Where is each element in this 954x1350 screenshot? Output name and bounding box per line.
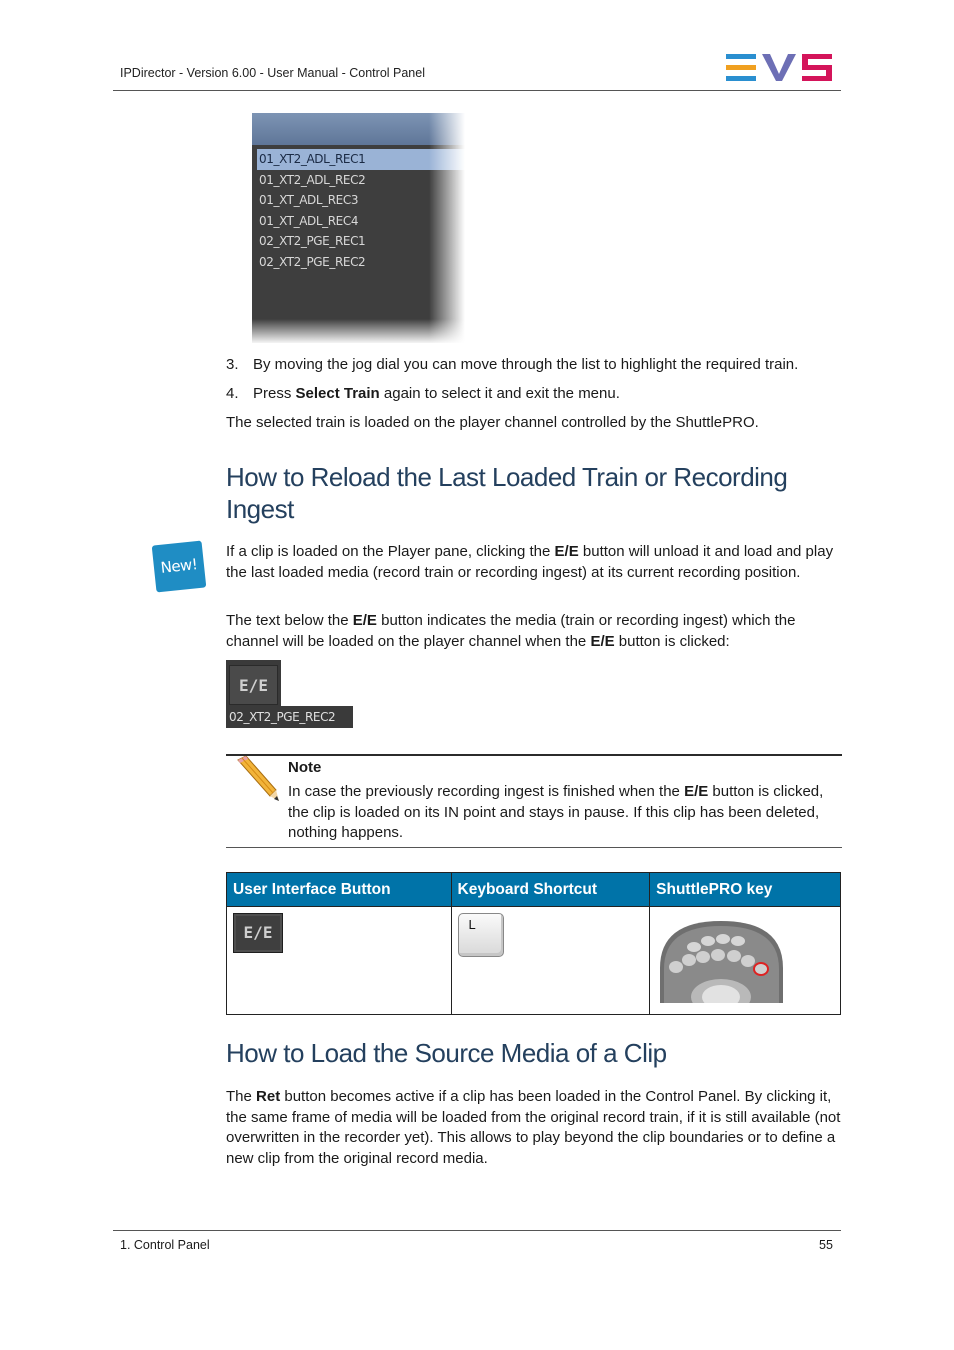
- train-list-item[interactable]: 01_XT2_ADL_REC1: [257, 149, 465, 170]
- ee-button-image: E/E: [233, 913, 283, 953]
- table-header: ShuttlePRO key: [650, 873, 841, 907]
- paragraph: If a clip is loaded on the Player pane, clicking the E/E button will unload it and load and play the last loaded media (record train or recording ingest) at its current recording position.: [226, 543, 834, 581]
- keyboard-key-icon: L: [458, 913, 504, 957]
- running-header: IPDirector - Version 6.00 - User Manual - Control Panel: [120, 66, 425, 80]
- paragraph: The selected train is loaded on the player channel controlled by the ShuttlePRO.: [226, 414, 759, 431]
- section-heading: How to Load the Source Media of a Clip: [226, 1038, 667, 1068]
- train-list-item[interactable]: 01_XT_ADL_REC4: [259, 213, 359, 228]
- table-header: User Interface Button: [227, 873, 452, 907]
- step-number: 3.: [226, 356, 239, 373]
- evs-logo: [726, 54, 834, 82]
- train-list-screenshot: [252, 113, 465, 343]
- header-rule: [113, 90, 841, 91]
- new-badge: New!: [152, 541, 207, 593]
- ee-media-label: 02_XT2_PGE_REC2: [226, 706, 353, 728]
- step-text: Press Select Train again to select it and exit the menu.: [253, 385, 620, 402]
- step-number: 4.: [226, 385, 239, 402]
- table-header: Keyboard Shortcut: [451, 873, 650, 907]
- table-cell: [650, 907, 841, 1015]
- note-rule-bottom: [226, 847, 842, 848]
- section-heading: How to Reload the Last Loaded Train or Recording Ingest: [226, 462, 788, 524]
- note-title: Note: [288, 759, 322, 776]
- footer-rule: [113, 1230, 841, 1231]
- pencil-icon: [232, 756, 280, 802]
- train-list-item[interactable]: 01_XT2_ADL_REC2: [259, 172, 366, 187]
- shuttlepro-icon: [656, 913, 787, 1003]
- page-number: 55: [819, 1238, 833, 1252]
- table-row: [227, 907, 841, 1015]
- table-cell: [451, 907, 650, 1015]
- paragraph: The text below the E/E button indicates the media (train or recording ingest) which the channel will be loaded on the player channel when the E/E button is clicked:: [226, 612, 796, 650]
- ee-button-frame: [226, 660, 281, 706]
- step-text: By moving the jog dial you can move through the list to highlight the required train.: [253, 356, 799, 373]
- shortcut-table: [226, 872, 841, 1015]
- train-list-item[interactable]: 02_XT2_PGE_REC2: [259, 254, 366, 269]
- ee-button-screenshot: [226, 660, 353, 728]
- paragraph: The Ret button becomes active if a clip has been loaded in the Control Panel. By clicking it, the same frame of media will be loaded from the original record train, if it is still available (not overwritten in the recorder yet). This allows to play beyond the clip boundaries or to define a new clip from the original record media.: [226, 1088, 841, 1167]
- note-body: In case the previously recording ingest is finished when the E/E button is clicked, the clip is loaded on its IN point and stays in pause. If this clip has been deleted, nothing happens.: [288, 783, 824, 841]
- fade-edge: [429, 113, 465, 343]
- train-list-item[interactable]: 01_XT_ADL_REC3: [259, 193, 359, 207]
- fade-edge: [252, 319, 465, 343]
- train-list-item[interactable]: 02_XT2_PGE_REC1: [259, 234, 366, 248]
- footer-chapter: 1. Control Panel: [120, 1238, 210, 1252]
- ee-button[interactable]: E/E: [229, 665, 278, 705]
- note-rule-top: [226, 754, 842, 756]
- table-cell: [227, 907, 452, 1015]
